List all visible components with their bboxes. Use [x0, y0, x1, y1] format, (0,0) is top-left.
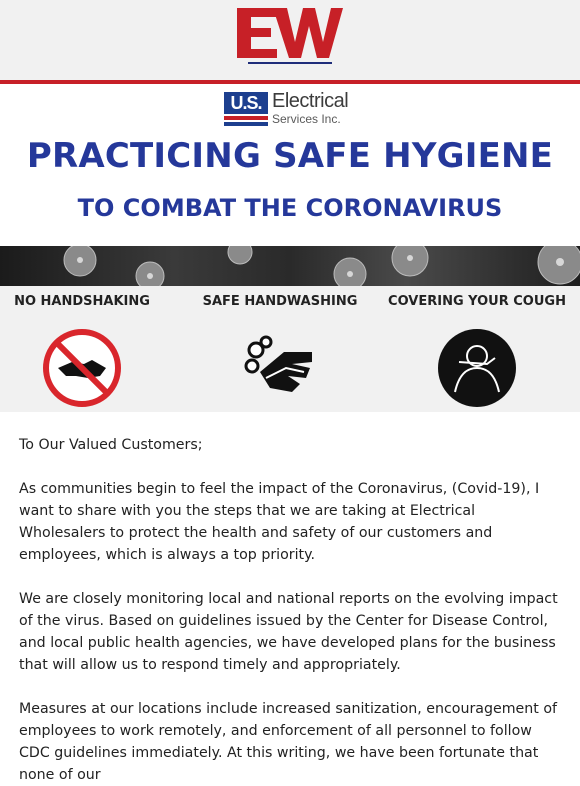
us-logo-name: Electrical [272, 90, 349, 112]
tip-no-handshaking [0, 294, 177, 309]
us-electrical-logo[interactable] [224, 92, 364, 128]
letter-body [0, 412, 580, 786]
hero-banner [0, 84, 580, 246]
letter-paragraph: We are closely monitoring local and national reports on the evolving impact of the virus. Based on guidelines issued by the Center for Disease Control, and local public health agencies, we have developed plans for the business that will allow us to respond timely and appropriately. [19, 591, 558, 673]
letter-paragraph: As communities begin to feel the impact of the Coronavirus, (Covid-19), I want to share with you the steps that we are taking at Electrical Wholesalers to protect the health and safety of our customers and employees, which is always a top priority. [19, 481, 540, 563]
letter-greeting: To Our Valued Customers; [19, 437, 203, 453]
us-badge-text: U.S. [224, 92, 268, 114]
brand-header [0, 0, 580, 80]
logo-underline [248, 62, 332, 64]
us-badge [224, 92, 268, 128]
hygiene-tips [0, 286, 580, 412]
virus-banner-image [0, 246, 580, 286]
ew-logo[interactable] [237, 8, 343, 58]
handwashing-icon [240, 328, 320, 408]
tip-handwashing [185, 294, 375, 309]
no-handshake-icon [42, 328, 122, 408]
cough-cover-icon [437, 328, 517, 408]
us-logo-subname: Services Inc. [272, 112, 341, 126]
hero-title: PRACTICING SAFE HYGIENE [26, 136, 554, 176]
letter-paragraph: Measures at our locations include increased sanitization, encouragement of employees to work remotely, and enforcement of all personnel to follow CDC guidelines immediately. At this writing, we have been fortunate that none of our [19, 701, 558, 783]
tip-label: COVERING YOUR COUGH [388, 294, 566, 309]
hero-subtitle: TO COMBAT THE CORONAVIRUS [77, 194, 503, 222]
tip-cough [382, 294, 572, 309]
tip-label: SAFE HANDWASHING [202, 294, 358, 309]
virus-illustration [0, 246, 580, 286]
tip-label: NO HANDSHAKING [14, 294, 150, 309]
